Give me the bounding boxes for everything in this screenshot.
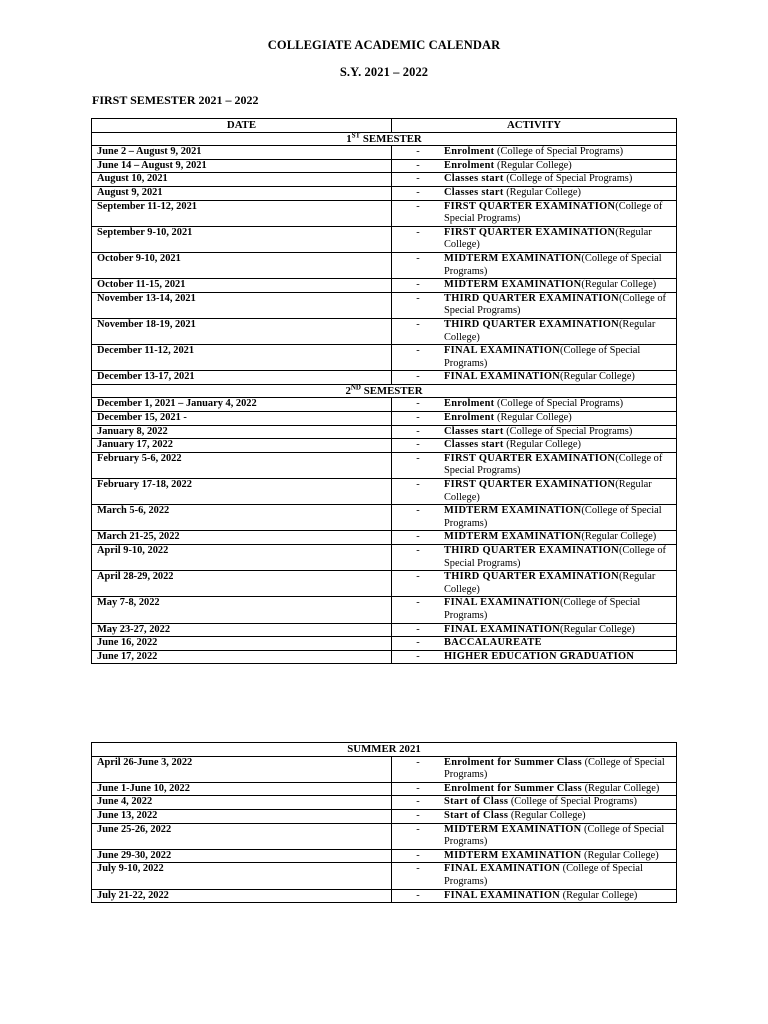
table-row [92,173,677,187]
section-header-row [92,132,677,146]
date-cell: August 9, 2021 [92,186,392,200]
table-row [92,479,677,505]
dash-marker: - [416,505,420,517]
table-row [92,823,677,849]
date-cell: April 26-June 3, 2022 [92,756,392,782]
activity-cell [392,186,677,200]
activity-cell [392,398,677,412]
activity-detail: (Regular College) [581,782,660,794]
table-row [92,252,677,278]
activity-detail: (Regular College) [444,318,656,343]
summer-table [91,742,677,903]
table-row [92,809,677,823]
date-cell: June 29-30, 2022 [92,849,392,863]
activity-text [444,453,676,478]
activity-text [444,187,676,200]
table-row [92,863,677,889]
activity-text [444,850,676,863]
activity-text [444,757,676,782]
activity-text [444,173,676,186]
dash-marker: - [416,650,420,662]
table-row [92,756,677,782]
date-cell: December 13-17, 2021 [92,371,392,385]
activity-cell [392,173,677,187]
activity-detail: (College of Special Programs) [444,756,665,781]
activity-cell [392,439,677,453]
activity-cell [392,863,677,889]
date-cell: October 11-15, 2021 [92,279,392,293]
activity-detail: (Regular College) [560,371,635,383]
activity-detail: (College of Special Programs) [503,425,633,437]
activity-detail: (Regular College) [508,809,586,821]
date-cell: July 9-10, 2022 [92,863,392,889]
dash-marker: - [416,889,420,901]
activity-text [444,890,676,903]
activity-cell [392,545,677,571]
activity-cell [392,159,677,173]
activity-detail: (Regular College) [494,412,572,424]
activity-name: Start of Class [444,809,509,821]
activity-name: FINAL EXAMINATION [444,863,561,875]
dash-marker: - [416,252,420,264]
activity-name: FIRST QUARTER EXAMINATION [444,226,616,238]
dash-marker: - [416,863,420,875]
activity-name: Enrolment [444,146,495,158]
activity-cell [392,412,677,426]
table-row [92,200,677,226]
activity-name: Enrolment for Summer Class [444,782,582,794]
activity-text [444,279,676,292]
activity-name: THIRD QUARTER EXAMINATION [444,571,619,583]
activity-detail: (Regular College) [581,849,659,861]
table-row [92,623,677,637]
column-header-date: DATE [92,119,392,133]
activity-detail: (Regular College) [444,571,656,595]
date-cell: April 9-10, 2022 [92,545,392,571]
dash-marker: - [416,782,420,794]
table-row [92,371,677,385]
activity-cell [392,292,677,318]
dash-marker: - [416,200,420,212]
activity-detail: (College of Special Programs) [444,252,662,277]
activity-name: Classes start [444,173,504,185]
dash-marker: - [416,623,420,635]
activity-cell [392,823,677,849]
table-row [92,425,677,439]
activity-text [444,146,676,159]
table-row [92,279,677,293]
table-row [92,849,677,863]
activity-name: MIDTERM EXAMINATION [444,505,582,517]
table-row [92,146,677,160]
activity-name: MIDTERM EXAMINATION [444,849,582,861]
activity-name: Classes start [444,425,504,437]
activity-name: FIRST QUARTER EXAMINATION [444,200,616,212]
activity-cell [392,425,677,439]
activity-detail: (College of Special Programs) [494,146,624,158]
dash-marker: - [416,146,420,158]
activity-text [444,571,676,596]
date-cell: March 5-6, 2022 [92,505,392,531]
section-ordinal-suffix: ST [351,131,361,139]
activity-text [444,597,676,622]
date-cell: September 11-12, 2021 [92,200,392,226]
dash-marker: - [416,849,420,861]
dash-marker: - [416,545,420,556]
dash-marker: - [416,345,420,357]
date-cell: December 15, 2021 - [92,412,392,426]
activity-text [444,398,676,411]
activity-cell [392,252,677,278]
dash-marker: - [416,637,420,649]
dash-marker: - [416,597,420,609]
activity-detail: (Regular College) [444,226,652,251]
dash-marker: - [416,412,420,424]
table-row [92,345,677,371]
activity-name: MIDTERM EXAMINATION [444,823,582,835]
document-title: COLLEGIATE ACADEMIC CALENDAR [267,38,501,52]
table-row [92,889,677,903]
activity-name: FINAL EXAMINATION [444,597,561,609]
table-row [92,439,677,453]
date-cell: June 2 – August 9, 2021 [92,146,392,160]
table-row [92,398,677,412]
activity-cell [392,796,677,810]
section-header-row [92,743,677,757]
activity-cell [392,571,677,597]
activity-cell [392,782,677,796]
activity-cell [392,650,677,664]
date-cell: June 1-June 10, 2022 [92,782,392,796]
dash-marker: - [416,371,420,383]
dash-marker: - [416,452,420,464]
date-cell: January 8, 2022 [92,425,392,439]
section-header-row [92,384,677,398]
summer-table-body [92,743,677,903]
activity-text [444,439,676,452]
activity-cell [392,146,677,160]
semester-heading: FIRST SEMESTER 2021 – 2022 [92,93,259,107]
activity-name: Enrolment [444,159,495,171]
activity-name: Classes start [444,186,504,198]
activity-detail: (College of Special Programs) [444,200,663,225]
date-cell: June 25-26, 2022 [92,823,392,849]
dash-marker: - [416,398,420,410]
calendar-table-body [92,132,677,664]
table-row [92,159,677,173]
activity-text [444,371,676,384]
dash-marker: - [416,809,420,821]
activity-text [444,426,676,439]
dash-marker: - [416,226,420,238]
table-row [92,318,677,344]
section-header [92,132,677,146]
date-cell: February 17-18, 2022 [92,479,392,505]
activity-name: MIDTERM EXAMINATION [444,279,582,291]
dash-marker: - [416,279,420,291]
activity-text [444,505,676,530]
activity-cell [392,597,677,623]
activity-name: FIRST QUARTER EXAMINATION [444,479,616,491]
activity-cell [392,531,677,545]
activity-text [444,479,676,504]
activity-cell [392,479,677,505]
activity-name: Enrolment [444,412,495,424]
table-row [92,597,677,623]
date-cell: June 4, 2022 [92,796,392,810]
activity-text [444,637,676,650]
activity-detail: (College of Special Programs) [444,863,643,887]
dash-marker: - [416,823,420,835]
dash-marker: - [416,186,420,198]
activity-text [444,624,676,637]
dash-marker: - [416,425,420,437]
date-cell: January 17, 2022 [92,439,392,453]
activity-name: THIRD QUARTER EXAMINATION [444,292,619,304]
table-row [92,637,677,651]
activity-name: FIRST QUARTER EXAMINATION [444,452,616,464]
activity-cell [392,226,677,252]
date-cell: April 28-29, 2022 [92,571,392,597]
activity-name: THIRD QUARTER EXAMINATION [444,545,619,556]
activity-cell [392,809,677,823]
activity-detail: (College of Special Programs) [444,505,662,529]
activity-text [444,531,676,544]
date-cell: November 18-19, 2021 [92,318,392,344]
activity-cell [392,756,677,782]
activity-name: FINAL EXAMINATION [444,623,561,635]
activity-detail: (Regular College) [444,479,652,503]
activity-name: MIDTERM EXAMINATION [444,252,582,264]
table-row [92,650,677,664]
activity-cell [392,505,677,531]
activity-name: THIRD QUARTER EXAMINATION [444,318,619,330]
table-row [92,505,677,531]
column-header-activity: ACTIVITY [392,119,677,133]
date-cell: December 1, 2021 – January 4, 2022 [92,398,392,412]
activity-detail: (College of Special Programs) [444,597,641,621]
activity-detail: (Regular College) [581,279,657,291]
date-cell: November 13-14, 2021 [92,292,392,318]
date-cell: March 21-25, 2022 [92,531,392,545]
activity-detail: (Regular College) [560,889,638,901]
activity-name: Start of Class [444,796,509,808]
dash-marker: - [416,531,420,543]
activity-text [444,227,676,252]
activity-name: FINAL EXAMINATION [444,889,561,901]
activity-text [444,319,676,344]
date-cell: February 5-6, 2022 [92,452,392,478]
date-cell: May 23-27, 2022 [92,623,392,637]
activity-text [444,201,676,226]
table-row [92,571,677,597]
activity-text [444,345,676,370]
calendar-table [91,118,677,664]
dash-marker: - [416,756,420,768]
activity-text [444,783,676,796]
activity-text [444,545,676,570]
date-cell: December 11-12, 2021 [92,345,392,371]
activity-detail: (College of Special Programs) [503,173,633,185]
dash-marker: - [416,292,420,304]
activity-cell [392,623,677,637]
activity-cell [392,889,677,903]
activity-detail: (Regular College) [494,159,572,171]
school-year: S.Y. 2021 – 2022 [339,65,429,79]
section-label: SEMESTER [361,384,423,397]
table-row [92,531,677,545]
dash-marker: - [416,173,420,185]
activity-detail: (Regular College) [503,186,581,198]
activity-cell [392,452,677,478]
table-row [92,452,677,478]
activity-name: Enrolment for Summer Class [444,756,582,768]
section-ordinal: 1 [346,132,352,145]
table-row [92,292,677,318]
table-row [92,782,677,796]
dash-marker: - [416,796,420,808]
activity-detail: (College of Special Programs) [444,823,665,848]
activity-detail: (College of Special Programs) [444,345,641,369]
table-row [92,796,677,810]
activity-text [444,651,676,664]
date-cell: June 16, 2022 [92,637,392,651]
activity-text [444,810,676,823]
section-header [92,384,677,398]
activity-text [444,796,676,809]
section-ordinal-suffix: ND [350,383,361,392]
date-cell: June 14 – August 9, 2021 [92,159,392,173]
activity-name: Enrolment [444,398,495,410]
activity-detail: (College of Special Programs) [444,545,666,569]
table-header-row [92,119,677,133]
activity-name: HIGHER EDUCATION GRADUATION [444,650,635,662]
table-row [92,545,677,571]
activity-detail: (College of Special Programs) [494,398,624,410]
dash-marker: - [416,439,420,451]
activity-cell [392,318,677,344]
date-cell: June 17, 2022 [92,650,392,664]
section-header: SUMMER 2021 [92,743,677,757]
table-row [92,186,677,200]
activity-cell [392,371,677,385]
activity-cell [392,279,677,293]
date-cell: August 10, 2021 [92,173,392,187]
date-cell: May 7-8, 2022 [92,597,392,623]
table-row [92,412,677,426]
activity-detail: (College of Special Programs) [444,452,663,477]
activity-text [444,160,676,173]
activity-detail: (Regular College) [581,531,657,543]
dash-marker: - [416,159,420,171]
section-label: SEMESTER [360,132,422,145]
date-cell: September 9-10, 2021 [92,226,392,252]
activity-name: BACCALAUREATE [444,637,542,649]
activity-name: Classes start [444,439,504,451]
activity-detail: (Regular College) [503,439,581,451]
activity-text [444,253,676,278]
activity-text [444,412,676,425]
activity-name: FINAL EXAMINATION [444,345,561,357]
date-cell: July 21-22, 2022 [92,889,392,903]
activity-text [444,824,676,849]
activity-name: MIDTERM EXAMINATION [444,531,582,543]
activity-cell [392,849,677,863]
dash-marker: - [416,479,420,491]
activity-detail: (College of Special Programs) [444,292,666,317]
table-row [92,226,677,252]
section-ordinal: 2 [345,384,351,397]
activity-cell [392,200,677,226]
dash-marker: - [416,571,420,583]
date-cell: October 9-10, 2021 [92,252,392,278]
activity-cell [392,637,677,651]
activity-name: FINAL EXAMINATION [444,371,561,383]
dash-marker: - [416,318,420,330]
activity-text [444,293,676,318]
activity-text [444,863,676,888]
date-cell: June 13, 2022 [92,809,392,823]
activity-detail: (Regular College) [560,623,635,635]
activity-detail: (College of Special Programs) [508,796,637,808]
activity-cell [392,345,677,371]
